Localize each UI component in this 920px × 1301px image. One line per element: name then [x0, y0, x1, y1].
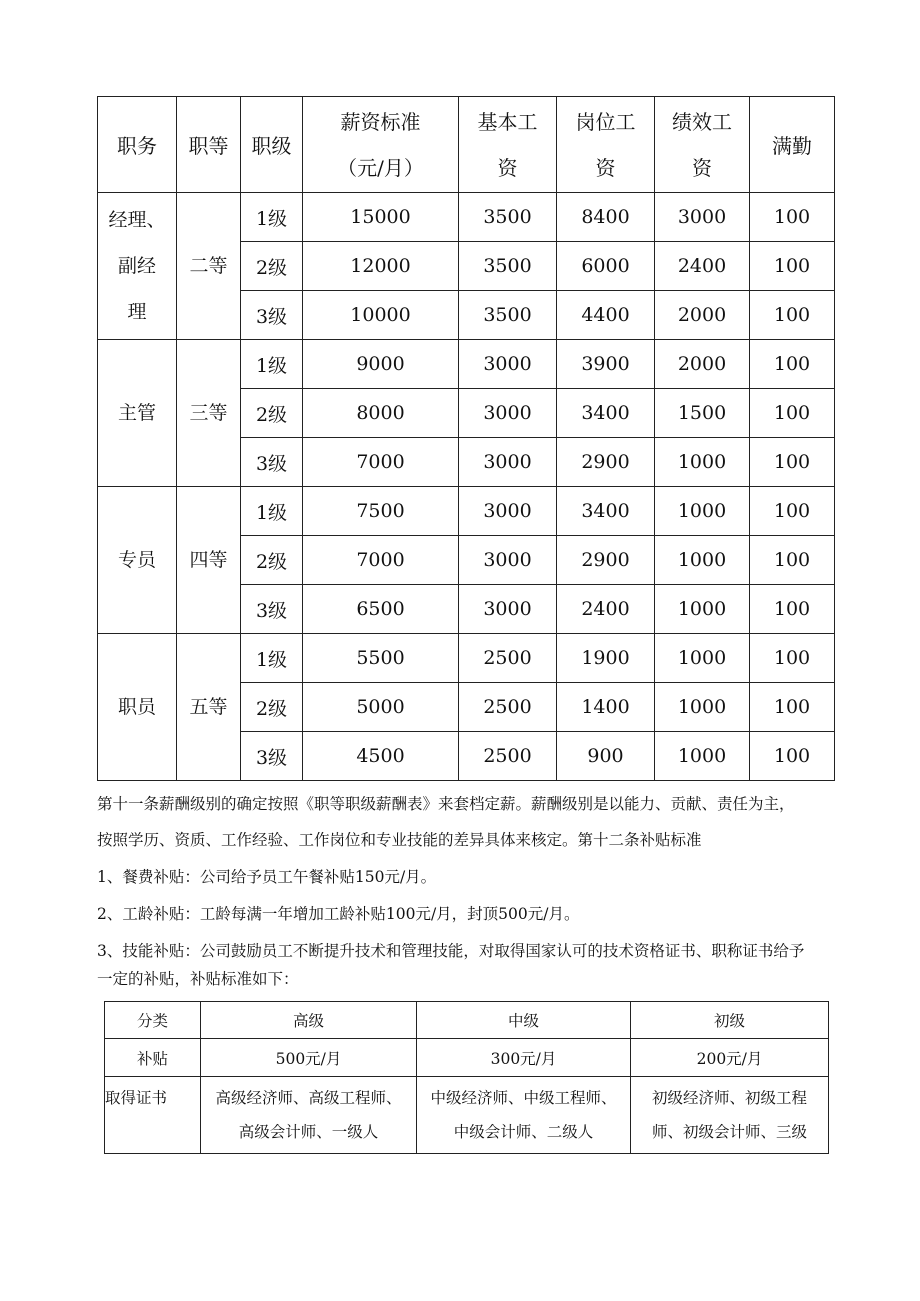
salary-row — [98, 487, 835, 536]
standard-cell: 8000 — [303, 389, 459, 438]
header-post — [557, 97, 655, 193]
header-grade: 职等 — [177, 97, 241, 193]
perf-cell: 1000 — [655, 438, 750, 487]
subsidy-header-row — [105, 1002, 829, 1039]
subsidy-cert-junior-line1: 初级经济师、初级工程 — [651, 1089, 807, 1107]
perf-cell: 2000 — [655, 291, 750, 340]
attendance-cell: 100 — [750, 585, 835, 634]
salary-body — [98, 193, 835, 781]
position-line: 副经 — [117, 255, 156, 277]
standard-cell: 10000 — [303, 291, 459, 340]
subsidy-amount-high: 500元/月 — [201, 1039, 417, 1077]
post-cell: 900 — [557, 732, 655, 781]
perf-cell: 1000 — [655, 683, 750, 732]
standard-cell: 12000 — [303, 242, 459, 291]
header-standard-line1: 薪资标准 — [340, 109, 421, 134]
standard-cell: 6500 — [303, 585, 459, 634]
grade-cell: 三等 — [177, 340, 241, 487]
subsidy-cert-junior-line2: 师、初级会计师、三级 — [651, 1123, 807, 1141]
attendance-cell: 100 — [750, 683, 835, 732]
subsidy-cert-mid — [417, 1077, 631, 1154]
basic-cell: 3500 — [459, 291, 557, 340]
post-cell: 8400 — [557, 193, 655, 242]
position-cell — [98, 634, 177, 781]
header-post-line1: 岗位工 — [575, 109, 636, 134]
level-cell: 2级 — [241, 389, 303, 438]
position-cell — [98, 340, 177, 487]
attendance-cell: 100 — [750, 732, 835, 781]
attendance-cell: 100 — [750, 291, 835, 340]
standard-cell: 4500 — [303, 732, 459, 781]
position-line: 主管 — [117, 402, 156, 424]
standard-cell: 9000 — [303, 340, 459, 389]
level-cell: 3级 — [241, 732, 303, 781]
attendance-cell: 100 — [750, 340, 835, 389]
header-basic-line1: 基本工 — [477, 109, 538, 134]
subsidy-amount-mid: 300元/月 — [417, 1039, 631, 1077]
position-line: 理 — [127, 301, 147, 323]
basic-cell: 2500 — [459, 732, 557, 781]
post-cell: 2400 — [557, 585, 655, 634]
basic-cell: 3000 — [459, 340, 557, 389]
subsidy-cert-mid-line2: 中级会计师、二级人 — [453, 1123, 594, 1141]
perf-cell: 2400 — [655, 242, 750, 291]
post-cell: 3400 — [557, 487, 655, 536]
level-cell: 1级 — [241, 487, 303, 536]
paragraph-meal-subsidy: 1、餐费补贴：公司给予员工午餐补贴150元/月。 — [97, 868, 437, 886]
subsidy-header-high: 高级 — [201, 1002, 417, 1039]
perf-cell: 1000 — [655, 585, 750, 634]
subsidy-cert-mid-line1: 中级经济师、中级工程师、 — [430, 1089, 617, 1107]
standard-cell: 15000 — [303, 193, 459, 242]
post-cell: 1400 — [557, 683, 655, 732]
attendance-cell: 100 — [750, 487, 835, 536]
standard-cell: 7000 — [303, 438, 459, 487]
header-perf-line2: 资 — [692, 155, 712, 180]
header-performance — [655, 97, 750, 193]
paragraph-skill-subsidy-line2: 一定的补贴，补贴标准如下： — [97, 970, 299, 988]
standard-cell: 5500 — [303, 634, 459, 683]
subsidy-cert-high-line2: 高级会计师、一级人 — [238, 1123, 379, 1141]
subsidy-cert-junior — [631, 1077, 829, 1154]
salary-table — [97, 96, 835, 781]
level-cell: 2级 — [241, 683, 303, 732]
subsidy-cert-row — [105, 1077, 829, 1154]
header-standard-line2: （元/月） — [337, 155, 424, 180]
subsidy-cert-high — [201, 1077, 417, 1154]
header-basic-line2: 资 — [497, 155, 518, 180]
attendance-cell: 100 — [750, 536, 835, 585]
subsidy-header-junior: 初级 — [631, 1002, 829, 1039]
paragraph-skill-subsidy-line1: 3、技能补贴：公司鼓励员工不断提升技术和管理技能，对取得国家认可的技术资格证书、职称证书给予 — [97, 942, 805, 960]
perf-cell: 1000 — [655, 634, 750, 683]
salary-row — [98, 340, 835, 389]
grade-cell: 四等 — [177, 487, 241, 634]
level-cell: 2级 — [241, 242, 303, 291]
post-cell: 6000 — [557, 242, 655, 291]
basic-cell: 2500 — [459, 683, 557, 732]
header-attendance: 满勤 — [750, 97, 835, 193]
subsidy-header-mid: 中级 — [417, 1002, 631, 1039]
post-cell: 2900 — [557, 438, 655, 487]
basic-cell: 2500 — [459, 634, 557, 683]
header-basic — [459, 97, 557, 193]
subsidy-amount-row — [105, 1039, 829, 1077]
level-cell: 1级 — [241, 340, 303, 389]
position-cell — [98, 487, 177, 634]
level-cell: 3级 — [241, 291, 303, 340]
attendance-cell: 100 — [750, 389, 835, 438]
position-cell — [98, 193, 177, 340]
basic-cell: 3000 — [459, 585, 557, 634]
salary-row — [98, 193, 835, 242]
post-cell: 1900 — [557, 634, 655, 683]
salary-header-row — [98, 97, 835, 193]
basic-cell: 3500 — [459, 242, 557, 291]
level-cell: 1级 — [241, 193, 303, 242]
subsidy-amount-label: 补贴 — [105, 1039, 201, 1077]
post-cell: 3400 — [557, 389, 655, 438]
basic-cell: 3500 — [459, 193, 557, 242]
subsidy-header-category: 分类 — [105, 1002, 201, 1039]
level-cell: 3级 — [241, 585, 303, 634]
attendance-cell: 100 — [750, 193, 835, 242]
level-cell: 3级 — [241, 438, 303, 487]
salary-row — [98, 634, 835, 683]
subsidy-amount-junior: 200元/月 — [631, 1039, 829, 1077]
position-line: 职员 — [117, 696, 156, 718]
post-cell: 4400 — [557, 291, 655, 340]
header-perf-line1: 绩效工 — [672, 109, 732, 134]
grade-cell: 五等 — [177, 634, 241, 781]
level-cell: 1级 — [241, 634, 303, 683]
subsidy-cert-label: 取得证书 — [105, 1077, 201, 1154]
perf-cell: 1500 — [655, 389, 750, 438]
paragraph-seniority-subsidy: 2、工龄补贴：工龄每满一年增加工龄补贴100元/月，封顶500元/月。 — [97, 905, 580, 923]
paragraph-article-11-line2: 按照学历、资质、工作经验、工作岗位和专业技能的差异具体来核定。第十二条补贴标准 — [97, 831, 702, 849]
perf-cell: 2000 — [655, 340, 750, 389]
header-level: 职级 — [241, 97, 303, 193]
basic-cell: 3000 — [459, 438, 557, 487]
basic-cell: 3000 — [459, 389, 557, 438]
header-standard — [303, 97, 459, 193]
post-cell: 3900 — [557, 340, 655, 389]
perf-cell: 1000 — [655, 487, 750, 536]
perf-cell: 1000 — [655, 536, 750, 585]
perf-cell: 1000 — [655, 732, 750, 781]
perf-cell: 3000 — [655, 193, 750, 242]
attendance-cell: 100 — [750, 634, 835, 683]
grade-cell: 二等 — [177, 193, 241, 340]
basic-cell: 3000 — [459, 487, 557, 536]
position-line: 专员 — [117, 549, 156, 571]
standard-cell: 7500 — [303, 487, 459, 536]
position-line: 经理、 — [108, 209, 166, 231]
subsidy-cert-high-line1: 高级经济师、高级工程师、 — [215, 1089, 402, 1107]
attendance-cell: 100 — [750, 438, 835, 487]
basic-cell: 3000 — [459, 536, 557, 585]
post-cell: 2900 — [557, 536, 655, 585]
standard-cell: 7000 — [303, 536, 459, 585]
level-cell: 2级 — [241, 536, 303, 585]
standard-cell: 5000 — [303, 683, 459, 732]
paragraph-article-11-line1: 第十一条薪酬级别的确定按照《职等职级薪酬表》来套档定薪。薪酬级别是以能力、贡献、责任为主， — [97, 795, 795, 813]
header-post-line2: 资 — [595, 155, 616, 180]
attendance-cell: 100 — [750, 242, 835, 291]
subsidy-table — [104, 1001, 829, 1154]
header-position: 职务 — [98, 97, 177, 193]
